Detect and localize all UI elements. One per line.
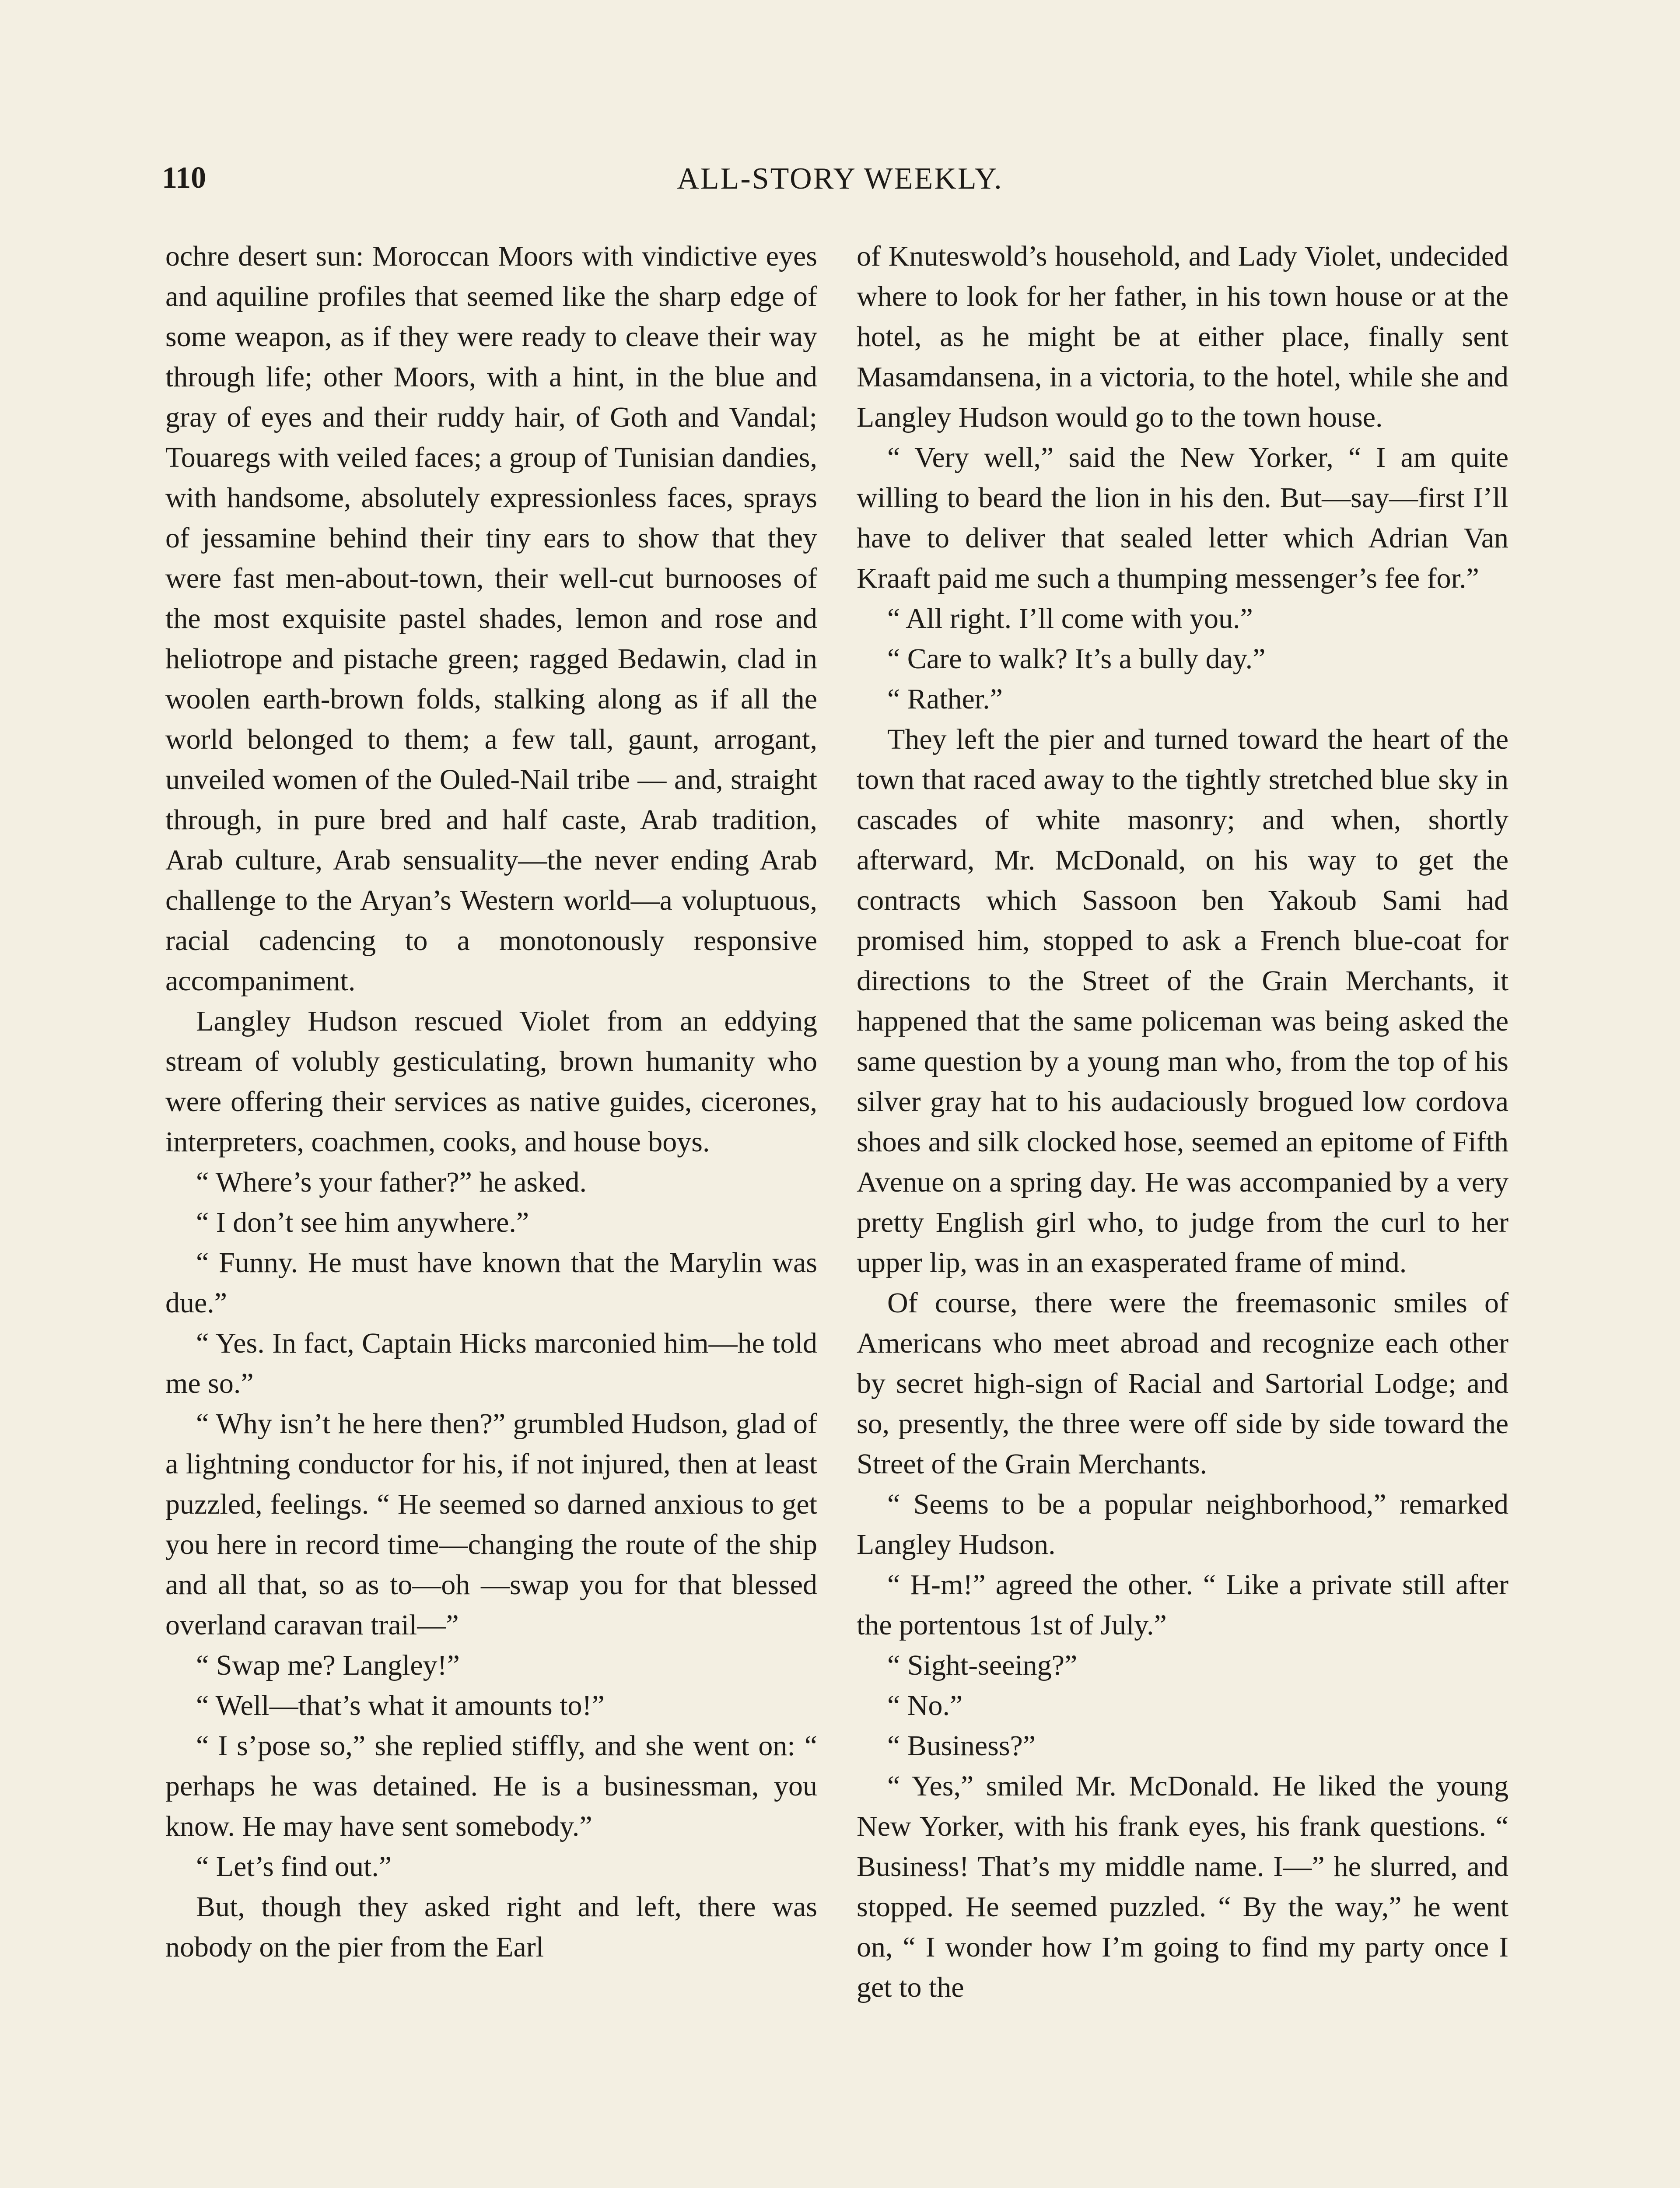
paragraph: “ All right. I’ll come with you.” — [887, 603, 1253, 635]
paragraph: “ Business?” — [887, 1730, 1036, 1762]
paragraph: “ H-m!” agreed the other. “ Like a private still after the portentous 1st of July.” — [857, 1569, 1508, 1641]
paragraph: “ Yes. In fact, Captain Hicks marconied him—he told me so.” — [165, 1327, 817, 1399]
paragraph: They left the pier and turned toward the heart of the town that raced away to the tightly stretched blue sky in cascades of white masonry; and when, shortly afterward, Mr. McDonald, on his way to get the contracts which Sassoon ben Yakoub Sami had promised him, stopped to ask a French blue-coat for directions to the Street of the Grain Merchants, it happened that the same policeman was being asked the same question by a young man who, from the top of his silver gray hat to his audaciously brogued low cordova shoes and silk clocked hose, seemed an epitome of Fifth Avenue on a spring day. He was accompanied by a very pretty English girl who, to judge from the curl to her upper lip, was in an exasperated frame of mind. — [857, 723, 1508, 1279]
paragraph: Langley Hudson rescued Violet from an eddying stream of volubly gesticulating, brown humanity who were offering their services as native guides, cicerones, interpreters, coachmen, cooks, and house boys. — [165, 1005, 817, 1158]
paragraph: ochre desert sun: Moroccan Moors with vindictive eyes and aquiline profiles that seemed like the sharp edge of some weapon, as if they were ready to cleave their way through life; other Moors, with a hint, in the blue and gray of eyes and their ruddy hair, of Goth and Vandal; Touaregs with veiled faces; a group of Tunisian dandies, with handsome, absolutely expressionless faces, sprays of jessamine behind their tiny ears to show that they were fast men-about-town, their well-cut burnooses of the most exquisite pastel shades, lemon and rose and heliotrope and pistache green; ragged Bedawin, clad in woolen earth-brown folds, stalking along as if all the world belonged to them; a few tall, gaunt, arrogant, unveiled women of the Ouled-Nail tribe — and, straight through, in pure bred and half caste, Arab tradition, Arab culture, Arab sensuality—the never ending Arab challenge to the Aryan’s Western world—a voluptuous, racial cadencing to a monotonously responsive accompaniment. — [165, 240, 817, 997]
left-column — [165, 236, 817, 1967]
paragraph: But, though they asked right and left, there was nobody on the pier from the Earl — [165, 1891, 817, 1963]
paragraph: “ Well—that’s what it amounts to!” — [196, 1690, 605, 1722]
paragraph: “ Sight-seeing?” — [887, 1649, 1078, 1681]
paragraph: “ Swap me? Langley!” — [196, 1649, 460, 1681]
right-column — [857, 236, 1508, 2008]
paragraph: “ Let’s find out.” — [196, 1851, 392, 1883]
paragraph: “ Yes,” smiled Mr. McDonald. He liked the young New Yorker, with his frank eyes, his frank questions. “ Business! That’s my middle name. I—” he slurred, and stopped. He seemed puzzled. “ By the way,” he went on, “ I wonder how I’m going to find my party once I get to the — [857, 1770, 1508, 2003]
paragraph: “ I don’t see him anywhere.” — [196, 1206, 529, 1238]
paragraph: “ Where’s your father?” he asked. — [196, 1166, 587, 1198]
paragraph: “ Rather.” — [887, 683, 1003, 715]
paragraph: “ Seems to be a popular neighborhood,” remarked Langley Hudson. — [857, 1488, 1508, 1560]
paragraph: “ I s’pose so,” she replied stiffly, and she went on: “ perhaps he was detained. He is a businessman, you know. He may have sent somebody.” — [165, 1730, 817, 1842]
paragraph: “ Very well,” said the New Yorker, “ I am quite willing to beard the lion in his den. But—say—first I’ll have to deliver that sealed letter which Adrian Van Kraaft paid me such a thumping messenger’s fee for.” — [857, 442, 1508, 594]
page-number: 110 — [162, 161, 206, 195]
running-head: ALL-STORY WEEKLY. — [677, 162, 1003, 196]
paragraph: of Knuteswold’s household, and Lady Violet, undecided where to look for her father, in his town house or at the hotel, as he might be at either place, finally sent Masamdansena, in a victoria, to the hotel, while she and Langley Hudson would go to the town house. — [857, 240, 1508, 433]
paragraph: Of course, there were the freemasonic smiles of Americans who meet abroad and recognize each other by secret high-sign of Racial and Sartorial Lodge; and so, presently, the three were off side by side toward the Street of the Grain Merchants. — [857, 1287, 1508, 1480]
paragraph: “ Funny. He must have known that the Marylin was due.” — [165, 1247, 817, 1319]
paragraph: “ Care to walk? It’s a bully day.” — [887, 643, 1266, 675]
paragraph: “ No.” — [887, 1690, 963, 1722]
paragraph: “ Why isn’t he here then?” grumbled Hudson, glad of a lightning conductor for his, if not injured, then at least puzzled, feelings. “ He seemed so darned anxious to get you here in record time—changing the route of the ship and all that, so as to—oh —swap you for that blessed overland caravan trail—” — [165, 1408, 817, 1641]
